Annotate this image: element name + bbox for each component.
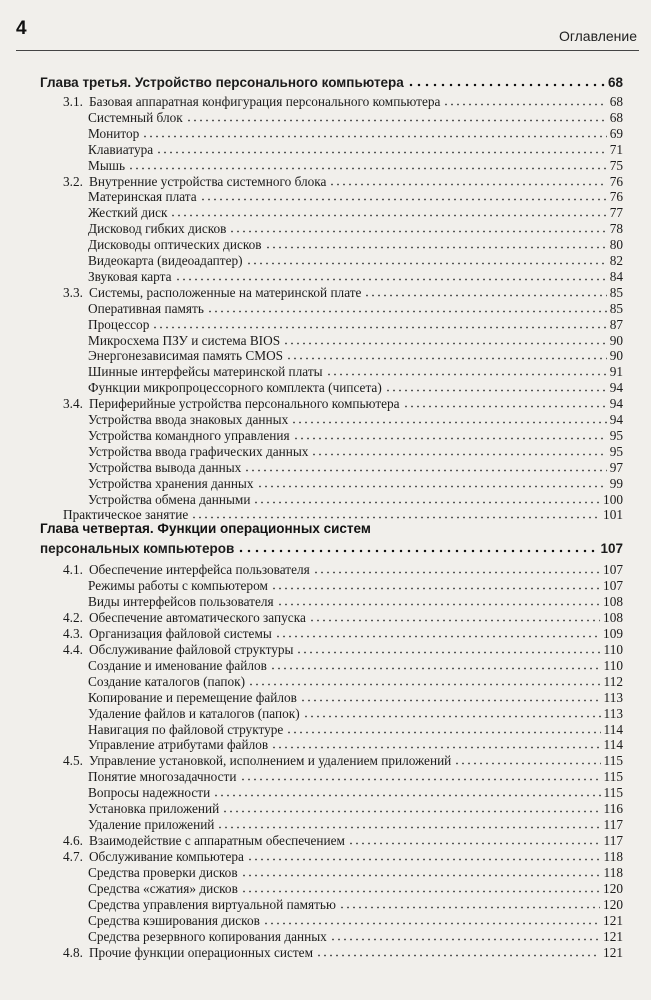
dot-leader bbox=[339, 900, 600, 909]
page-ref: 116 bbox=[603, 801, 623, 817]
dot-leader bbox=[291, 415, 606, 424]
entry-title: Клавиатура bbox=[88, 141, 154, 157]
dot-leader bbox=[186, 113, 607, 122]
toc-entry[interactable] bbox=[88, 348, 623, 363]
page-ref: 114 bbox=[603, 737, 623, 753]
page-ref: 118 bbox=[603, 865, 623, 881]
entry-title: Функции микропроцессорного комплекта (чипсета) bbox=[88, 380, 382, 396]
page-ref: 85 bbox=[609, 284, 623, 300]
entry-title: Устройства ввода графических данных bbox=[88, 443, 309, 459]
page-ref: 95 bbox=[609, 427, 623, 443]
entry-title: Удаление файлов и каталогов (папок) bbox=[88, 705, 300, 721]
toc-entry[interactable] bbox=[63, 610, 623, 625]
entry-title: Системы, расположенные на материнской плате bbox=[88, 284, 362, 300]
entry-title: Устройства обмена данными bbox=[88, 491, 251, 507]
toc-entry[interactable] bbox=[88, 817, 623, 832]
page-ref: 99 bbox=[609, 475, 623, 491]
page-ref: 87 bbox=[609, 316, 623, 332]
entry-title: Звуковая карта bbox=[88, 268, 172, 284]
toc-entry[interactable] bbox=[88, 237, 623, 252]
entry-title: Материнская плата bbox=[88, 189, 197, 205]
dot-leader bbox=[348, 836, 601, 845]
page-ref: 120 bbox=[603, 881, 623, 896]
toc-entry[interactable] bbox=[88, 460, 623, 475]
dot-leader bbox=[300, 693, 601, 702]
dot-leader bbox=[152, 320, 606, 329]
dot-leader bbox=[241, 884, 600, 893]
page-ref: 112 bbox=[603, 673, 623, 689]
entry-title: Дисководы оптических дисков bbox=[88, 237, 262, 253]
toc-entry[interactable] bbox=[88, 865, 623, 880]
entry-title: Шинные интерфейсы материнской платы bbox=[88, 364, 323, 380]
page-ref: 94 bbox=[609, 396, 623, 412]
dot-leader bbox=[303, 709, 601, 718]
dot-leader bbox=[443, 97, 606, 106]
page-ref: 107 bbox=[603, 562, 623, 577]
dot-leader bbox=[326, 367, 607, 376]
page-ref: 85 bbox=[609, 300, 623, 316]
toc-entry[interactable] bbox=[88, 722, 623, 737]
dot-leader bbox=[175, 272, 607, 281]
entry-title: Установка приложений bbox=[88, 801, 220, 817]
page-ref: 100 bbox=[603, 491, 623, 507]
entry-title: Устройства вывода данных bbox=[88, 459, 242, 475]
dot-leader bbox=[241, 868, 601, 877]
toc-entry[interactable] bbox=[88, 658, 623, 673]
page-ref: 68 bbox=[607, 75, 623, 90]
dot-leader bbox=[309, 613, 600, 622]
dot-leader bbox=[156, 145, 607, 154]
toc-entry[interactable] bbox=[63, 94, 623, 109]
toc-entry[interactable] bbox=[88, 737, 623, 752]
section-number: 4.2. bbox=[63, 609, 83, 625]
chapter-title: Глава третья. Устройство персонального компьютера bbox=[40, 75, 404, 90]
dot-leader bbox=[170, 208, 606, 217]
toc-entry[interactable] bbox=[88, 158, 623, 173]
page-ref: 76 bbox=[609, 173, 623, 189]
toc-entry[interactable] bbox=[88, 769, 623, 784]
toc-entry[interactable] bbox=[63, 945, 623, 960]
page-number: 4 bbox=[16, 18, 27, 39]
page-ref: 90 bbox=[609, 332, 623, 348]
dot-leader bbox=[263, 916, 600, 925]
dot-leader bbox=[364, 288, 606, 297]
entry-title: Системный блок bbox=[88, 109, 183, 125]
chapter-4-title-line1[interactable]: Глава четвертая. Функции операционных систем bbox=[40, 521, 371, 536]
dot-leader bbox=[407, 77, 605, 87]
toc-entry[interactable] bbox=[88, 428, 623, 443]
page-ref: 75 bbox=[609, 157, 623, 173]
page-ref: 78 bbox=[609, 221, 623, 237]
dot-leader bbox=[217, 820, 600, 829]
section-number: 3.4. bbox=[63, 396, 83, 412]
toc-entry[interactable] bbox=[88, 578, 623, 593]
page-ref: 110 bbox=[603, 641, 623, 657]
toc-entry[interactable] bbox=[63, 562, 623, 577]
dot-leader bbox=[128, 161, 607, 170]
page-ref: 120 bbox=[603, 896, 623, 912]
section-number: 4.5. bbox=[63, 753, 83, 769]
dot-leader bbox=[296, 645, 600, 654]
entry-title: Практическое занятие bbox=[63, 507, 189, 523]
entry-title: Видеокарта (видеоадаптер) bbox=[88, 253, 243, 268]
page-ref: 110 bbox=[603, 657, 623, 673]
dot-leader bbox=[316, 948, 600, 957]
entry-title: Устройства командного управления bbox=[88, 427, 290, 443]
toc-entry[interactable] bbox=[88, 897, 623, 912]
entry-title: Монитор bbox=[88, 125, 140, 141]
dot-leader bbox=[191, 510, 600, 519]
dot-leader bbox=[286, 725, 600, 734]
page-ref: 80 bbox=[609, 237, 623, 253]
entry-title: Средства проверки дисков bbox=[88, 865, 238, 881]
page-ref: 121 bbox=[603, 944, 623, 960]
dot-leader bbox=[313, 565, 600, 574]
toc-entry[interactable] bbox=[88, 189, 623, 204]
page-ref: 107 bbox=[600, 541, 623, 556]
toc-entry[interactable] bbox=[63, 849, 623, 864]
toc-entry[interactable] bbox=[88, 929, 623, 944]
dot-leader bbox=[385, 383, 607, 392]
toc-entry[interactable] bbox=[63, 833, 623, 848]
entry-title: Обслуживание файловой структуры bbox=[88, 641, 294, 657]
toc-entry[interactable] bbox=[88, 110, 623, 125]
entry-title: Управление атрибутами файлов bbox=[88, 737, 269, 753]
entry-title: Микросхема ПЗУ и система BIOS bbox=[88, 332, 281, 348]
toc-entry[interactable] bbox=[88, 221, 623, 236]
dot-leader bbox=[222, 804, 600, 813]
page-ref: 76 bbox=[609, 189, 623, 205]
toc-entry[interactable] bbox=[88, 881, 623, 896]
page-ref: 101 bbox=[603, 507, 623, 523]
toc-entry[interactable] bbox=[88, 380, 623, 395]
section-number: 4.6. bbox=[63, 833, 83, 849]
page-ref: 107 bbox=[603, 577, 623, 593]
entry-title: Удаление приложений bbox=[88, 817, 215, 833]
page-ref: 108 bbox=[603, 593, 623, 609]
entry-title: Дисковод гибких дисков bbox=[88, 221, 227, 237]
dot-leader bbox=[247, 852, 601, 861]
toc-entry[interactable] bbox=[88, 333, 623, 348]
toc-entry[interactable] bbox=[63, 396, 623, 411]
section-number: 4.1. bbox=[63, 562, 83, 577]
dot-leader bbox=[257, 479, 607, 488]
entry-title: Средства кэширования дисков bbox=[88, 912, 260, 928]
dot-leader bbox=[329, 177, 606, 186]
entry-title: Вопросы надежности bbox=[88, 785, 211, 801]
toc-entry[interactable] bbox=[88, 785, 623, 800]
page-ref: 115 bbox=[603, 769, 623, 785]
dot-leader bbox=[277, 597, 600, 606]
page-ref: 113 bbox=[603, 705, 623, 721]
entry-title: Управление установкой, исполнением и удалением приложений bbox=[88, 753, 452, 769]
page-ref: 95 bbox=[609, 443, 623, 459]
toc-entry[interactable] bbox=[88, 205, 623, 220]
toc-entry[interactable] bbox=[88, 317, 623, 332]
entry-title: Организация файловой системы bbox=[88, 625, 272, 641]
dot-leader bbox=[271, 581, 600, 590]
entry-title: Виды интерфейсов пользователя bbox=[88, 593, 274, 609]
section-number: 3.1. bbox=[63, 94, 83, 109]
dot-leader bbox=[237, 543, 597, 553]
page-ref: 84 bbox=[609, 268, 623, 284]
toc-entry[interactable] bbox=[88, 444, 623, 459]
dot-leader bbox=[275, 629, 600, 638]
entry-title: Прочие функции операционных систем bbox=[88, 944, 314, 960]
entry-title: Внутренние устройства системного блока bbox=[88, 173, 327, 189]
dot-leader bbox=[403, 399, 607, 408]
toc-entry[interactable] bbox=[63, 626, 623, 641]
section-number: 3.3. bbox=[63, 284, 83, 300]
chapter-3-heading[interactable] bbox=[40, 74, 623, 91]
page-ref: 109 bbox=[603, 625, 623, 641]
toc-entry[interactable] bbox=[88, 492, 623, 507]
toc-entry[interactable] bbox=[63, 174, 623, 189]
dot-leader bbox=[253, 495, 600, 504]
page-ref: 69 bbox=[609, 125, 623, 141]
page-ref: 90 bbox=[609, 348, 623, 364]
dot-leader bbox=[454, 756, 600, 765]
dot-leader bbox=[270, 661, 601, 670]
page-ref: 68 bbox=[609, 94, 623, 109]
entry-title: Оперативная память bbox=[88, 300, 204, 316]
toc-entry[interactable] bbox=[63, 642, 623, 657]
dot-leader bbox=[246, 256, 607, 265]
toc-entry[interactable] bbox=[88, 913, 623, 928]
entry-title: Устройства хранения данных bbox=[88, 475, 254, 491]
running-header: Оглавление bbox=[558, 28, 637, 44]
toc-entry[interactable] bbox=[88, 301, 623, 316]
page-ref: 115 bbox=[603, 785, 623, 801]
toc-entry[interactable] bbox=[88, 142, 623, 157]
section-number: 3.2. bbox=[63, 173, 83, 189]
toc-entry[interactable] bbox=[63, 753, 623, 768]
entry-title: Создание и именование файлов bbox=[88, 657, 267, 673]
toc-entry[interactable] bbox=[63, 285, 623, 300]
page-ref: 121 bbox=[603, 912, 623, 928]
page-ref: 82 bbox=[609, 253, 623, 268]
page-ref: 94 bbox=[609, 380, 623, 396]
page-ref: 114 bbox=[603, 721, 623, 737]
section-number: 4.3. bbox=[63, 625, 83, 641]
dot-leader bbox=[240, 772, 601, 781]
toc-entry[interactable] bbox=[88, 126, 623, 141]
dot-leader bbox=[286, 351, 607, 360]
page-ref: 108 bbox=[603, 609, 623, 625]
toc-entry[interactable] bbox=[88, 674, 623, 689]
entry-title: Устройства ввода знаковых данных bbox=[88, 412, 289, 427]
toc-entry[interactable] bbox=[88, 801, 623, 816]
entry-title: Обслуживание компьютера bbox=[88, 849, 244, 865]
dot-leader bbox=[311, 447, 606, 456]
dot-leader bbox=[293, 431, 607, 440]
chapter-title: персональных компьютеров bbox=[40, 541, 235, 556]
dot-leader bbox=[207, 304, 607, 313]
chapter-4-heading[interactable] bbox=[40, 540, 623, 557]
toc-entry[interactable] bbox=[88, 412, 623, 427]
dot-leader bbox=[213, 788, 600, 797]
toc-entry[interactable] bbox=[88, 594, 623, 609]
page-ref: 77 bbox=[609, 205, 623, 221]
page-ref: 91 bbox=[609, 364, 623, 380]
entry-title: Энергонезависимая память CMOS bbox=[88, 348, 284, 364]
entry-title: Процессор bbox=[88, 316, 150, 332]
entry-title: Обеспечение интерфейса пользователя bbox=[88, 562, 310, 577]
dot-leader bbox=[142, 129, 606, 138]
entry-title: Жесткий диск bbox=[88, 205, 168, 221]
entry-title: Средства резервного копирования данных bbox=[88, 928, 327, 944]
page-ref: 68 bbox=[609, 109, 623, 125]
toc-entry[interactable] bbox=[88, 690, 623, 705]
section-number: 4.4. bbox=[63, 641, 83, 657]
section-number: 4.8. bbox=[63, 944, 83, 960]
page-ref: 97 bbox=[609, 459, 623, 475]
toc-entry[interactable] bbox=[88, 706, 623, 721]
dot-leader bbox=[229, 224, 606, 233]
entry-title: Периферийные устройства персонального компьютера bbox=[88, 396, 400, 412]
entry-title: Создание каталогов (папок) bbox=[88, 673, 246, 689]
page-ref: 115 bbox=[603, 753, 623, 769]
dot-leader bbox=[248, 677, 601, 686]
entry-title: Копирование и перемещение файлов bbox=[88, 689, 297, 705]
page-ref: 113 bbox=[603, 689, 623, 705]
entry-title: Средства «сжатия» дисков bbox=[88, 881, 238, 896]
page-ref: 118 bbox=[603, 849, 623, 865]
dot-leader bbox=[283, 336, 607, 345]
page-ref: 71 bbox=[609, 141, 623, 157]
entry-title: Средства управления виртуальной памятью bbox=[88, 896, 336, 912]
entry-title: Режимы работы с компьютером bbox=[88, 577, 268, 593]
entry-title: Понятие многозадачности bbox=[88, 769, 237, 785]
dot-leader bbox=[265, 240, 607, 249]
section-number: 4.7. bbox=[63, 849, 83, 865]
toc-entry[interactable] bbox=[88, 364, 623, 379]
entry-title: Базовая аппаратная конфигурация персонального компьютера bbox=[88, 94, 441, 109]
page-ref: 117 bbox=[603, 833, 623, 849]
entry-title: Навигация по файловой структуре bbox=[88, 721, 284, 737]
page-ref: 117 bbox=[603, 817, 623, 833]
toc-entry[interactable] bbox=[88, 269, 623, 284]
entry-title: Взаимодействие с аппаратным обеспечением bbox=[88, 833, 345, 849]
dot-leader bbox=[200, 192, 607, 201]
dot-leader bbox=[244, 463, 606, 472]
toc-entry[interactable] bbox=[88, 476, 623, 491]
dot-leader bbox=[271, 740, 600, 749]
page-ref: 94 bbox=[609, 412, 623, 427]
header-rule bbox=[16, 50, 639, 51]
page-ref: 121 bbox=[603, 928, 623, 944]
entry-title: Обеспечение автоматического запуска bbox=[88, 609, 306, 625]
entry-title: Мышь bbox=[88, 157, 126, 173]
dot-leader bbox=[330, 932, 600, 941]
toc-entry[interactable] bbox=[88, 253, 623, 268]
